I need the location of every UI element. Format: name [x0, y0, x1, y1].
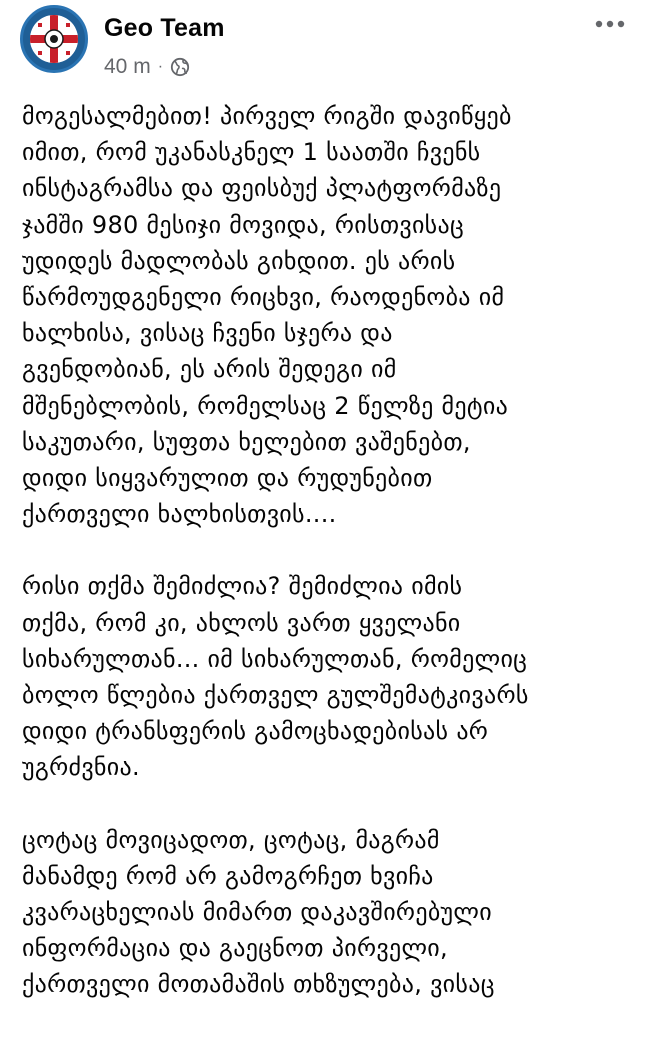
meta-separator: ·	[157, 58, 164, 75]
post-timestamp[interactable]: 40 m	[104, 55, 151, 78]
globe-icon[interactable]	[170, 57, 190, 77]
post-header	[0, 0, 647, 90]
georgian-cross-logo	[30, 15, 78, 63]
post-paragraph: რისი თქმა შემიძლია? შემიძლია იმის თქმა, რომ კი, ახლოს ვართ ყველანი სიხარულთან... იმ სიხარულთან, რომელიც ბოლო წლებია ქართველ გულშემატკივარს დიდი ტრანსფერის გამოცხადებისას არ უგრძვნია.	[22, 572, 529, 782]
post-text	[22, 98, 630, 1039]
avatar[interactable]	[20, 5, 88, 73]
post-meta	[104, 55, 190, 79]
team-logo	[30, 15, 78, 63]
more-options-button[interactable]	[592, 12, 628, 36]
author-name[interactable]: Geo Team	[104, 14, 225, 42]
post-paragraph: მოგესალმებით! პირველ რიგში დავიწყებ იმით, რომ უკანასკნელ 1 საათში ჩვენს ინსტაგრამსა და ფეისბუქ პლატფორმაზე ჯამში 980 მესიჯი მოვიდა, რისთვისაც უდიდეს მადლობას გიხდით. ეს არის წარმოუდგენელი რიცხვი, რაოდენობა იმ ხალხისა, ვისაც ჩვენი სჯერა და გვენდობიან, ეს არის შედეგი იმ მშენებლობის, რომელსაც 2 წელზე მეტია საკუთარი, სუფთა ხელებით ვაშენებთ, დიდი სიყვარულით და რუდუნებით ქართველი ხალხისთვის....	[22, 102, 512, 529]
more-horizontal-icon	[592, 19, 628, 29]
post-paragraph: ცოტაც მოვიცადოთ, ცოტაც, მაგრამ მანამდე რომ არ გამოგრჩეთ ხვიჩა კვარაცხელიას მიმართ დაკავშირებული ინფორმაცია და გაეცნოთ პირველი, ქართველი მოთამაშის თხზულება, ვისაც	[22, 825, 495, 999]
